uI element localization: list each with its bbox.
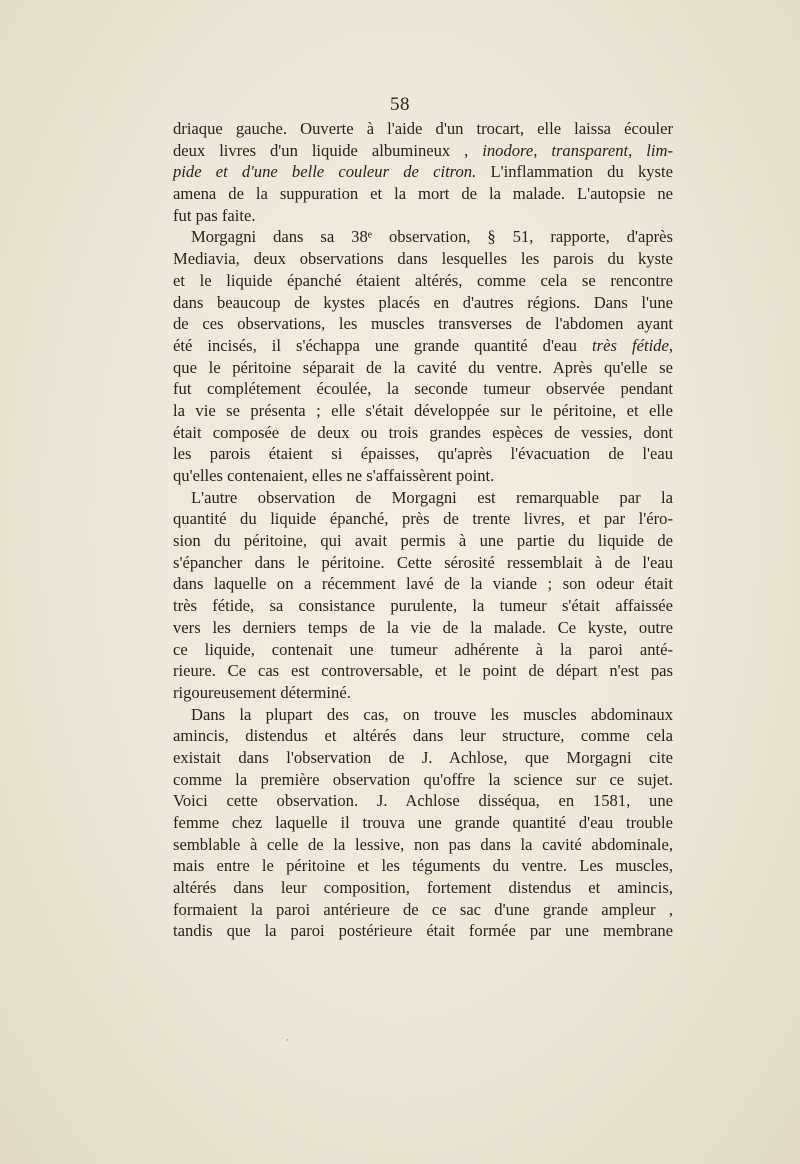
text-run: mais entre le péritoine et les téguments du ventre. Les muscles, [173,856,673,876]
text-run: L'autre observation de Morgagni est remarquable par la [191,487,673,507]
text-line [173,183,673,205]
text-run: sion du péritoine, qui avait permis à une partie du liquide de [173,531,673,551]
text-run: et le liquide épanché étaient altérés, comme cela se rencontre [173,270,673,290]
text-run: la vie se présenta ; elle s'était développée sur le péritoine, et elle [173,400,673,420]
text-run: comme la première observation qu'offre la science sur ce sujet. [173,769,673,789]
italic-text: transparent, lim- [551,140,673,160]
text-line [173,812,673,834]
text-run: rigoureusement déterminé. [173,682,351,702]
page-number: 58 [390,94,410,115]
text-run: s'épancher dans le péritoine. Cette sérosité ressemblait à de l'eau [173,552,673,572]
text-line [173,834,673,856]
text-line [173,704,673,726]
text-run: amena de la suppuration et la mort de la malade. L'autopsie ne [173,184,673,204]
text-run: L'inflammation du kyste [476,162,673,182]
text-line [173,877,673,899]
text-run: que le péritoine séparait de la cavité du ventre. Après qu'elle se [173,357,673,377]
text-line [173,248,673,270]
text-line [173,573,673,595]
text-line [173,140,673,162]
text-run: Mediavia, deux observations dans lesquelles les parois du kyste [173,249,673,269]
text-run: formaient la paroi antérieure de ce sac d'une grande ampleur , [173,899,673,919]
text-line [173,899,673,921]
italic-text: inodore [482,140,534,160]
text-run: driaque gauche. Ouverte à l'aide d'un trocart, elle laissa écouler [173,119,673,138]
ink-speck: · [286,1036,289,1046]
text-line [173,378,673,400]
text-run: , [668,335,673,355]
text-run: les parois étaient si épaisses, qu'après l'évacuation de l'eau [173,444,673,464]
text-run: très fétide, sa consistance purulente, la tumeur s'était affaissée [173,596,673,616]
text-line [173,270,673,292]
text-run: ce liquide, contenait une tumeur adhérente à la paroi anté- [173,639,673,659]
text-line [173,682,673,704]
text-line [173,595,673,617]
text-run: été incisés, il s'échappa une grande quantité d'eau [173,335,593,355]
text-line [173,920,673,942]
text-line [173,357,673,379]
text-run: tandis que la paroi postérieure était formée par une membrane [173,921,673,941]
text-run: amincis, distendus et altérés dans leur structure, comme cela [173,726,673,746]
text-line [173,313,673,335]
text-run: quantité du liquide épanché, près de trente livres, et par l'éro- [173,509,673,529]
text-run: vers les derniers temps de la vie de la malade. Ce kyste, outre [173,617,673,637]
text-line [173,747,673,769]
text-run: dans beaucoup de kystes placés en d'autres régions. Dans l'une [173,292,673,312]
text-line [173,725,673,747]
text-line [173,161,673,183]
body-text [173,118,673,942]
text-line [173,617,673,639]
text-line [173,660,673,682]
text-run: , [533,140,552,160]
text-run: Voici cette observation. J. Achlose disséqua, en 1581, une [173,791,673,811]
text-line [173,639,673,661]
text-line [173,530,673,552]
text-run: était composée de deux ou trois grandes espèces de vessies, dont [173,422,673,442]
text-run: Morgagni dans sa 38ᵉ observation, § 51, rapporte, d'après [191,227,673,247]
text-line [173,335,673,357]
text-run: femme chez laquelle il trouva une grande quantité d'eau trouble [173,813,673,832]
text-run: de ces observations, les muscles transverses de l'abdomen ayant [173,314,673,334]
text-run: Dans la plupart des cas, on trouve les muscles abdominaux [191,704,673,724]
text-line [173,790,673,812]
text-line [173,118,673,140]
text-run: qu'elles contenaient, elles ne s'affaissèrent point. [173,466,495,485]
italic-text: très fétide [592,335,669,355]
text-run: altérés dans leur composition, fortement distendus et amincis, [173,878,673,898]
text-line [173,443,673,465]
text-line [173,400,673,422]
text-line [173,855,673,877]
text-run: existait dans l'observation de J. Achlose, que Morgagni cite [173,747,673,767]
text-line [173,769,673,791]
text-run: fut complétement écoulée, la seconde tumeur observée pendant [173,379,673,399]
text-run: deux livres d'un liquide albumineux , [173,140,483,160]
text-line [173,465,673,487]
text-line [173,205,673,227]
text-run: fut pas faite. [173,205,256,225]
text-run: dans laquelle on a récemment lavé de la viande ; son odeur était [173,574,673,594]
text-line [173,487,673,509]
text-line [173,508,673,530]
text-line [173,552,673,574]
text-run: semblable à celle de la lessive, non pas dans la cavité abdominale, [173,834,673,854]
italic-text: pide et d'une belle couleur de citron. [173,162,477,182]
text-run: rieure. Ce cas est controversable, et le point de départ n'est pas [173,661,673,681]
text-line [173,292,673,314]
text-line [173,422,673,444]
text-line [173,226,673,248]
